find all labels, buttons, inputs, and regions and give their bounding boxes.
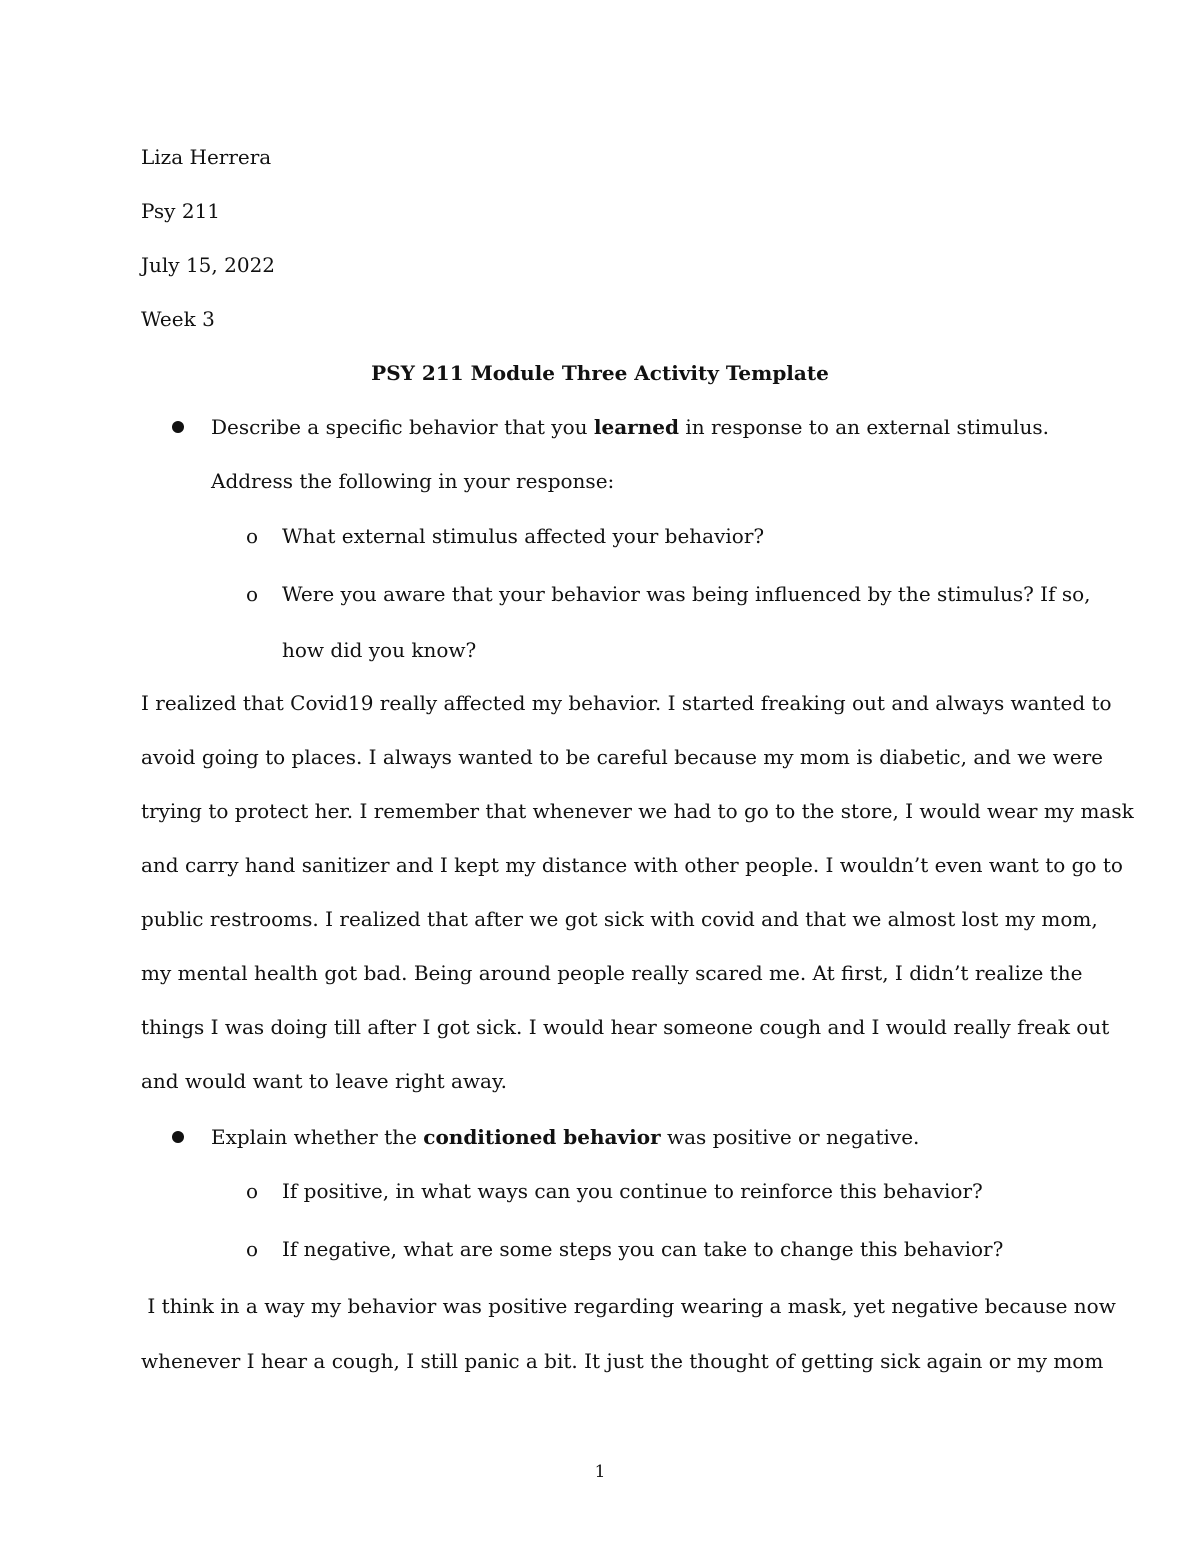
course-name: Psy 211	[141, 199, 221, 223]
sub-bullet-icon: o	[246, 582, 259, 606]
document-date: July 15, 2022	[141, 253, 276, 277]
answer2-line: I think in a way my behavior was positive regarding wearing a mask, yet negative because now	[141, 1294, 1116, 1318]
prompt1-post: in response to an external stimulus.	[678, 415, 1049, 439]
answer1-line: avoid going to places. I always wanted to be careful because my mom is diabetic, and we were	[141, 745, 1103, 769]
prompt2-pre: Explain whether the	[211, 1125, 424, 1149]
prompt2-sub2: If negative, what are some steps you can take to change this behavior?	[282, 1237, 1004, 1261]
answer1-line: things I was doing till after I got sick. I would hear someone cough and I would really freak out	[141, 1015, 1110, 1039]
answer1-line: public restrooms. I realized that after we got sick with covid and that we almost lost my mom,	[141, 907, 1098, 931]
bullet-icon	[172, 1131, 184, 1143]
prompt1-address: Address the following in your response:	[211, 469, 615, 493]
answer2-line: whenever I hear a cough, I still panic a bit. It just the thought of getting sick again or my mom	[141, 1349, 1104, 1373]
bullet-icon	[172, 421, 184, 433]
answer1-line: and would want to leave right away.	[141, 1069, 507, 1093]
prompt1-sub2: Were you aware that your behavior was being influenced by the stimulus? If so,	[282, 582, 1091, 606]
prompt1-sub1: What external stimulus affected your behavior?	[282, 524, 765, 548]
sub-bullet-icon: o	[246, 524, 259, 548]
answer1-line: trying to protect her. I remember that whenever we had to go to the store, I would wear my mask	[141, 799, 1134, 823]
page-number: 1	[594, 1462, 606, 1482]
answer1-line: I realized that Covid19 really affected my behavior. I started freaking out and always wanted to	[141, 691, 1112, 715]
prompt2-post: was positive or negative.	[660, 1125, 920, 1149]
answer1-line: my mental health got bad. Being around people really scared me. At first, I didn’t realize the	[141, 961, 1083, 985]
prompt1-bold: learned	[593, 415, 679, 439]
prompt1-text	[211, 413, 1049, 441]
document-title: PSY 211 Module Three Activity Template	[371, 361, 829, 385]
prompt2-text	[211, 1123, 919, 1151]
answer1-line: and carry hand sanitizer and I kept my distance with other people. I wouldn’t even want to go to	[141, 853, 1123, 877]
prompt1-pre: Describe a specific behavior that you	[211, 415, 594, 439]
sub-bullet-icon: o	[246, 1237, 259, 1261]
prompt2-bold: conditioned behavior	[423, 1125, 661, 1149]
sub-bullet-icon: o	[246, 1179, 259, 1203]
prompt1-sub2-cont: how did you know?	[282, 638, 477, 662]
week-label: Week 3	[141, 307, 215, 331]
prompt2-sub1: If positive, in what ways can you continue to reinforce this behavior?	[282, 1179, 983, 1203]
author-name: Liza Herrera	[141, 145, 272, 169]
